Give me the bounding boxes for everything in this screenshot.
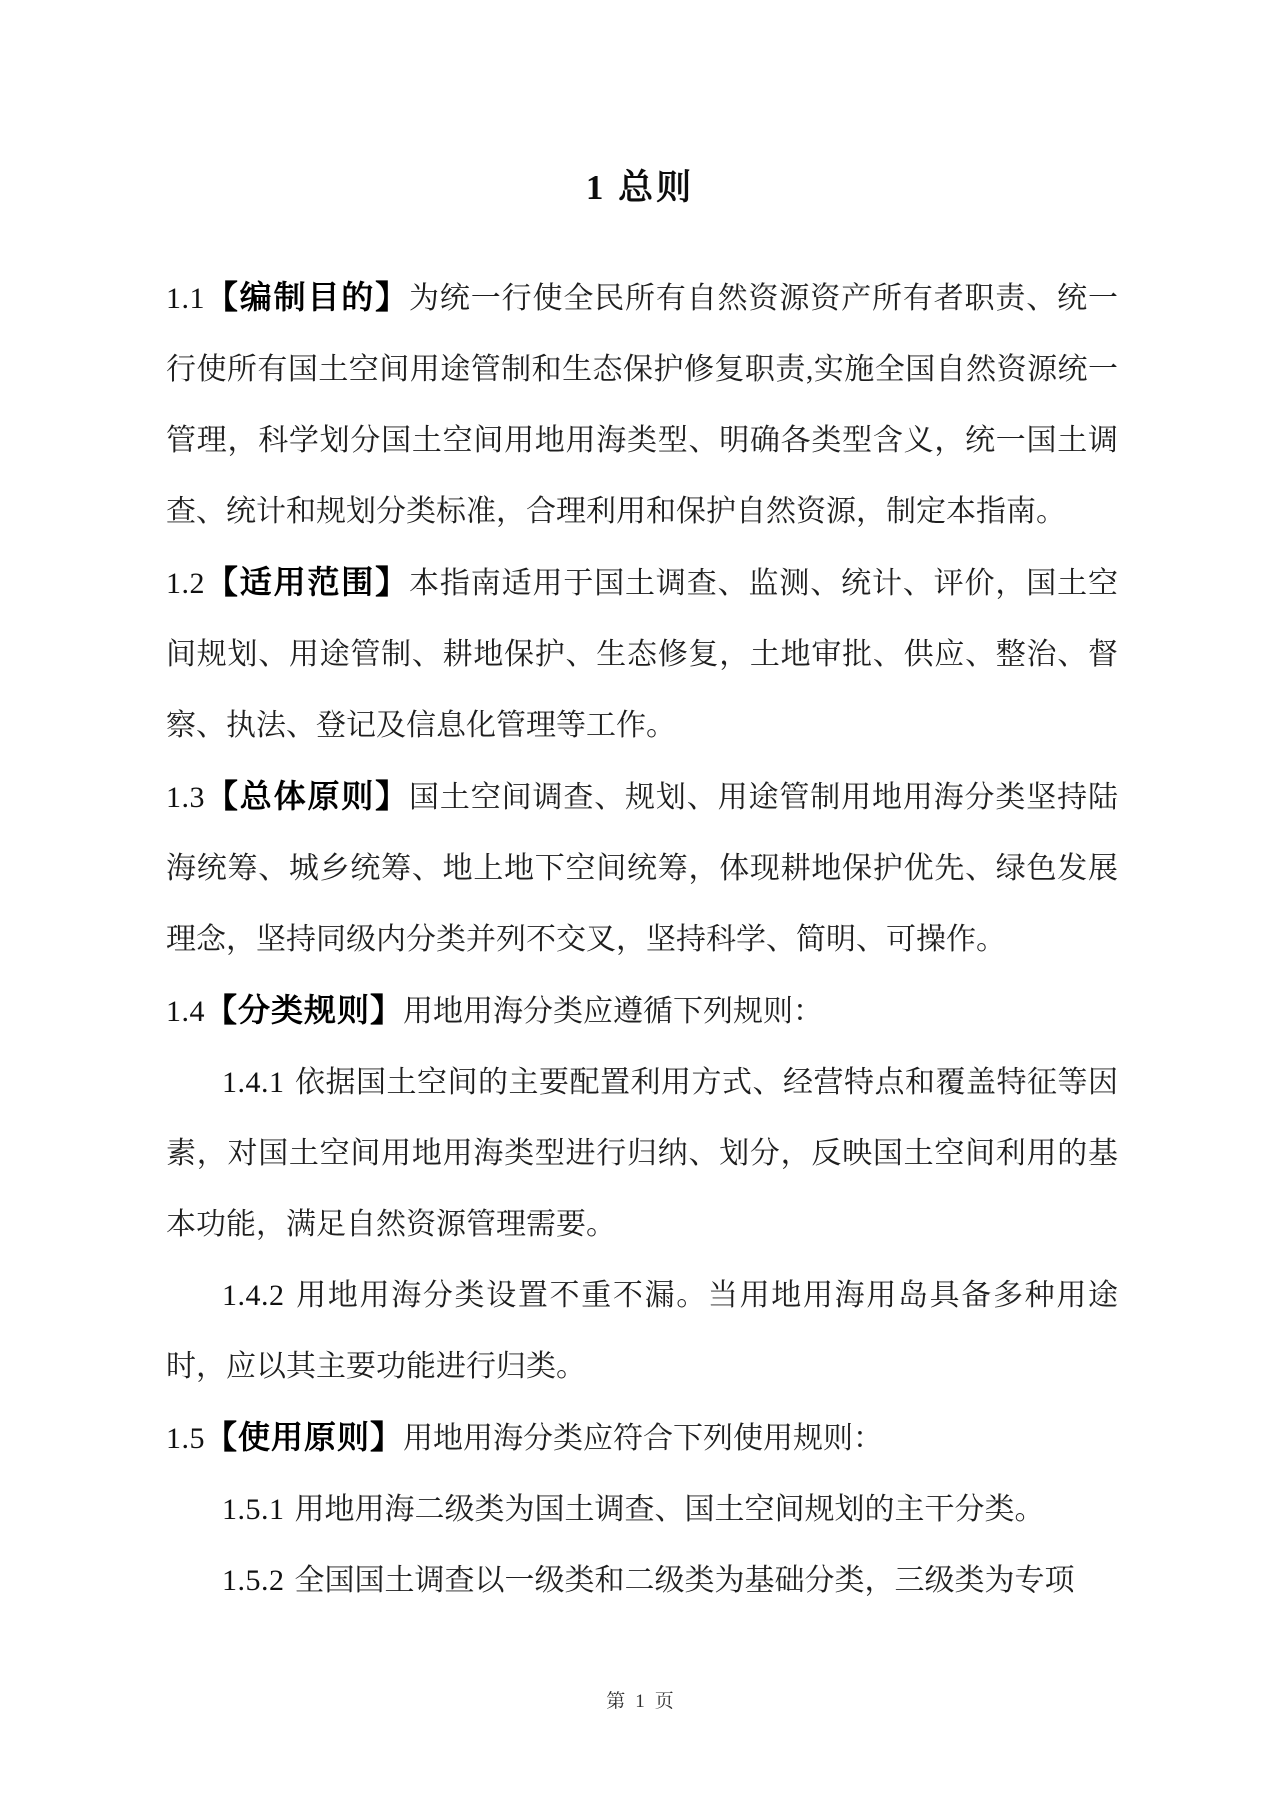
paragraph-text: 国土空间调查、规划、用途管制用地用海分类坚持陆海统筹、城乡统筹、地上地下空间统筹，体现耕地保护优先、绿色发展理念，坚持同级内分类并列不交叉，坚持科学、简明、可操作。	[166, 781, 1118, 956]
paragraph-text: 用地用海二级类为国土调查、国土空间规划的主干分类。	[294, 1493, 1045, 1526]
paragraph-number: 1.5.2	[222, 1564, 285, 1597]
page-footer	[0, 1686, 1280, 1713]
paragraph-text: 本指南适用于国土调查、监测、统计、评价，国土空间规划、用途管制、耕地保护、生态修复，土地审批、供应、整治、督察、执法、登记及信息化管理等工作。	[166, 567, 1118, 742]
section-label: 【总体原则】	[205, 778, 410, 814]
paragraph-number: 1.5	[166, 1422, 205, 1455]
paragraph	[166, 975, 1118, 1047]
section-label: 【编制目的】	[205, 279, 410, 315]
paragraph	[166, 262, 1118, 547]
paragraph-number: 1.4	[166, 995, 205, 1028]
paragraph-text: 全国国土调查以一级类和二级类为基础分类，三级类为专项	[294, 1564, 1075, 1597]
paragraph	[166, 1474, 1118, 1545]
page-number: 1	[635, 1691, 645, 1712]
paragraph	[166, 1260, 1118, 1402]
paragraph-number: 1.3	[166, 781, 205, 814]
paragraph	[166, 1402, 1118, 1474]
paragraph-text: 依据国土空间的主要配置利用方式、经营特点和覆盖特征等因素，对国土空间用地用海类型进行归纳、划分，反映国土空间利用的基本功能，满足自然资源管理需要。	[166, 1066, 1118, 1241]
paragraph-text: 用地用海分类应符合下列使用规则：	[403, 1422, 884, 1455]
paragraph	[166, 1047, 1118, 1260]
paragraph	[166, 1545, 1118, 1616]
paragraph	[166, 547, 1118, 761]
section-label: 【使用原则】	[205, 1419, 404, 1455]
section-label: 【分类规则】	[205, 992, 404, 1028]
paragraph-number: 1.1	[166, 282, 205, 315]
document-title: 1 总则	[585, 168, 695, 207]
paragraph	[166, 761, 1118, 975]
paragraph-number: 1.5.1	[222, 1493, 285, 1526]
paragraph-number: 1.4.1	[222, 1066, 285, 1099]
paragraph-number: 1.2	[166, 567, 205, 600]
page-footer-prefix: 第	[606, 1691, 626, 1712]
paragraph-text: 用地用海分类应遵循下列规则：	[403, 995, 824, 1028]
document-body	[166, 262, 1118, 1616]
paragraph-text: 为统一行使全民所有自然资源资产所有者职责、统一行使所有国土空间用途管制和生态保护修复职责,实施全国自然资源统一管理，科学划分国土空间用地用海类型、明确各类型含义，统一国土调查、统计和规划分类标准，合理利用和保护自然资源，制定本指南。	[166, 282, 1118, 528]
paragraph-text: 用地用海分类设置不重不漏。当用地用海用岛具备多种用途时，应以其主要功能进行归类。	[166, 1279, 1118, 1383]
section-label: 【适用范围】	[205, 564, 410, 600]
paragraph-number: 1.4.2	[222, 1279, 285, 1312]
page-footer-suffix: 页	[654, 1691, 674, 1712]
